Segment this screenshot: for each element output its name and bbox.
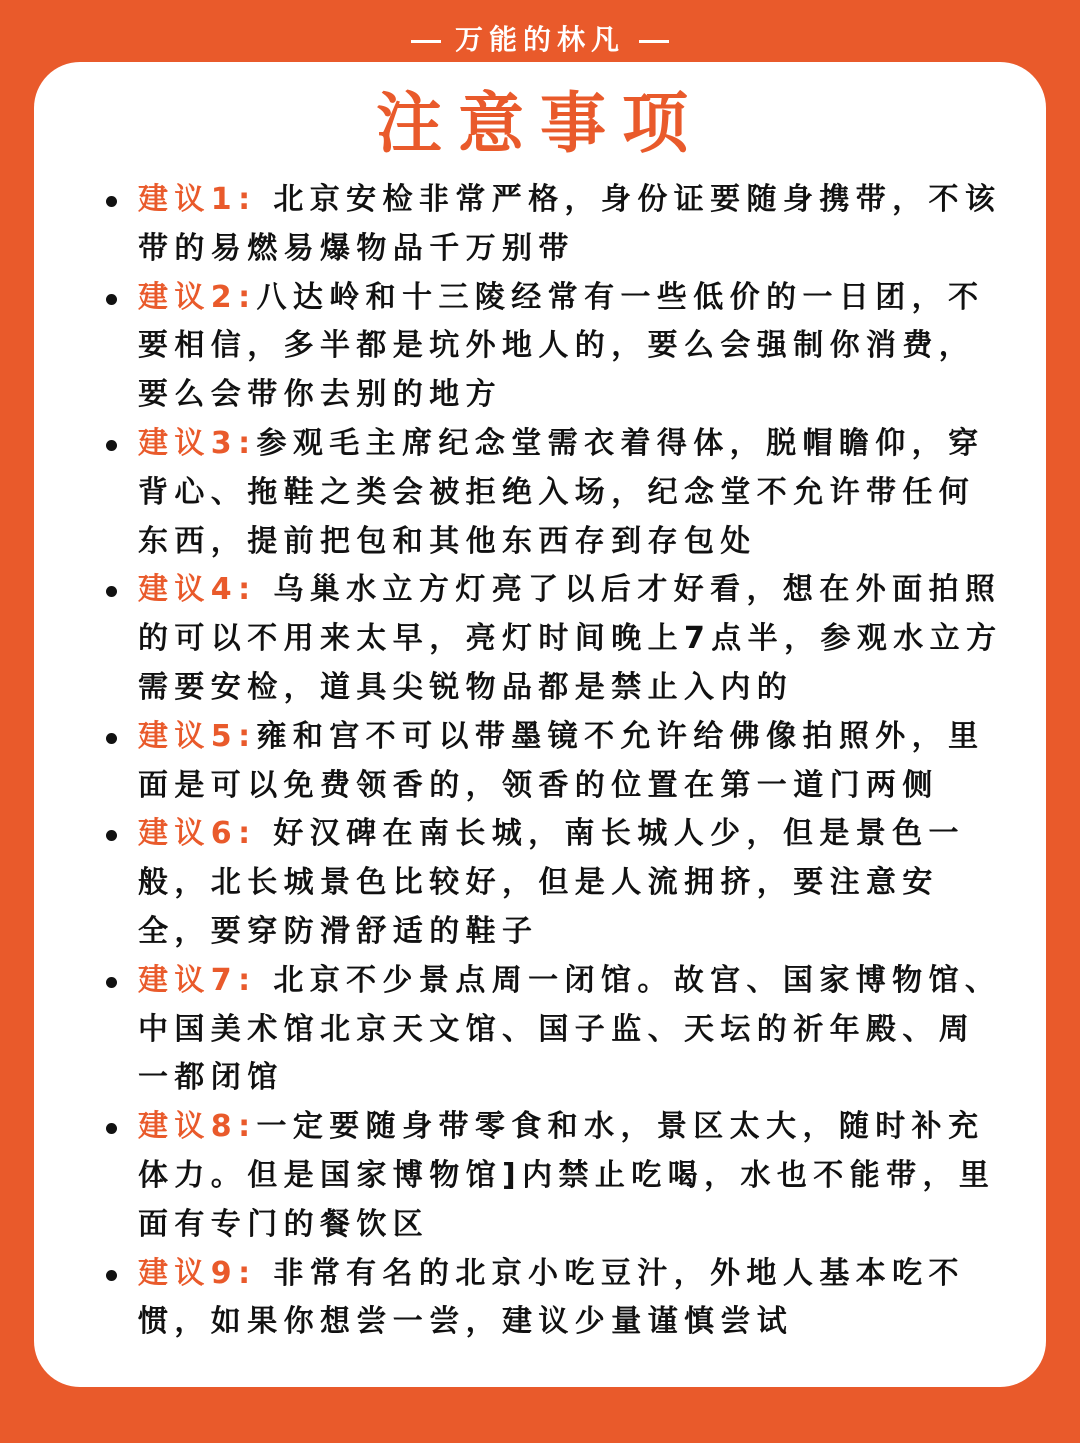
tip-label: 建议6: xyxy=(138,816,274,852)
tips-list xyxy=(100,176,1010,1347)
bullet-icon xyxy=(106,1270,117,1281)
tip-item-4 xyxy=(100,566,1010,712)
tip-text: 非常有名的北京小吃豆汁，外地人基本吃不惯，如果你想尝一尝，建议少量谨慎尝试 xyxy=(138,1255,965,1340)
tip-item-7 xyxy=(100,957,1010,1103)
tip-item-8 xyxy=(100,1103,1010,1249)
tip-item-6 xyxy=(100,810,1010,956)
tip-label: 建议3: xyxy=(138,425,257,461)
bullet-icon xyxy=(106,1123,117,1134)
bullet-icon xyxy=(106,586,117,597)
tip-text: 北京不少景点周一闭馆。故宫、国家博物馆、中国美术馆北京天文馆、国子监、天坛的祈年殿、周一都闭馆 xyxy=(138,962,1002,1096)
tip-label: 建议7: xyxy=(138,962,274,998)
tip-label: 建议4: xyxy=(138,572,274,608)
tip-text: 参观毛主席纪念堂需衣着得体，脱帽瞻仰，穿背心、拖鞋之类会被拒绝入场，纪念堂不允许带任何东西，提前把包和其他东西存到存包处 xyxy=(138,425,985,559)
bullet-icon xyxy=(106,440,117,451)
tip-text: 北京安检非常严格，身份证要随身携带，不该带的易燃易爆物品千万别带 xyxy=(138,182,1002,266)
tip-label: 建议9: xyxy=(138,1255,274,1291)
brand-header xyxy=(0,18,1080,62)
tip-text: 一定要随身带零食和水，景区太大，随时补充体力。但是国家博物馆]内禁止吃喝，水也不能带，里面有专门的餐饮区 xyxy=(138,1109,996,1242)
bullet-icon xyxy=(106,830,117,841)
brand-dash-right xyxy=(639,40,669,43)
tip-item-1 xyxy=(100,176,1010,274)
bullet-icon xyxy=(106,977,117,988)
tip-item-3 xyxy=(100,420,1010,566)
tip-text: 乌巢水立方灯亮了以后才好看，想在外面拍照的可以不用来太早，亮灯时间晚上7点半，参观水立方需要安检，道具尖锐物品都是禁止入内的 xyxy=(138,572,1003,705)
tip-label: 建议8: xyxy=(138,1109,257,1145)
tip-item-5 xyxy=(100,713,1010,811)
bullet-icon xyxy=(106,196,117,207)
tip-text: 雍和宫不可以带墨镜不允许给佛像拍照外，里面是可以免费领香的，领香的位置在第一道门两侧 xyxy=(138,718,985,803)
page-title: 注意事项 xyxy=(376,85,704,162)
tip-label: 建议1: xyxy=(138,182,274,217)
brand-name: 万能的林凡 xyxy=(454,23,625,56)
bullet-icon xyxy=(106,733,117,744)
tip-label: 建议5: xyxy=(138,718,257,754)
tip-text: 好汉碑在南长城，南长城人少，但是景色一般，北长城景色比较好，但是人流拥挤，要注意安全，要穿防滑舒适的鞋子 xyxy=(138,816,965,949)
tip-item-9 xyxy=(100,1250,1010,1348)
tip-text: 八达岭和十三陵经常有一些低价的一日团，不要相信，多半都是坑外地人的，要么会强制你消费，要么会带你去别的地方 xyxy=(138,279,985,413)
brand-dash-left xyxy=(411,40,441,43)
tip-label: 建议2: xyxy=(138,279,257,315)
tip-item-2 xyxy=(100,274,1010,420)
bullet-icon xyxy=(106,294,117,305)
